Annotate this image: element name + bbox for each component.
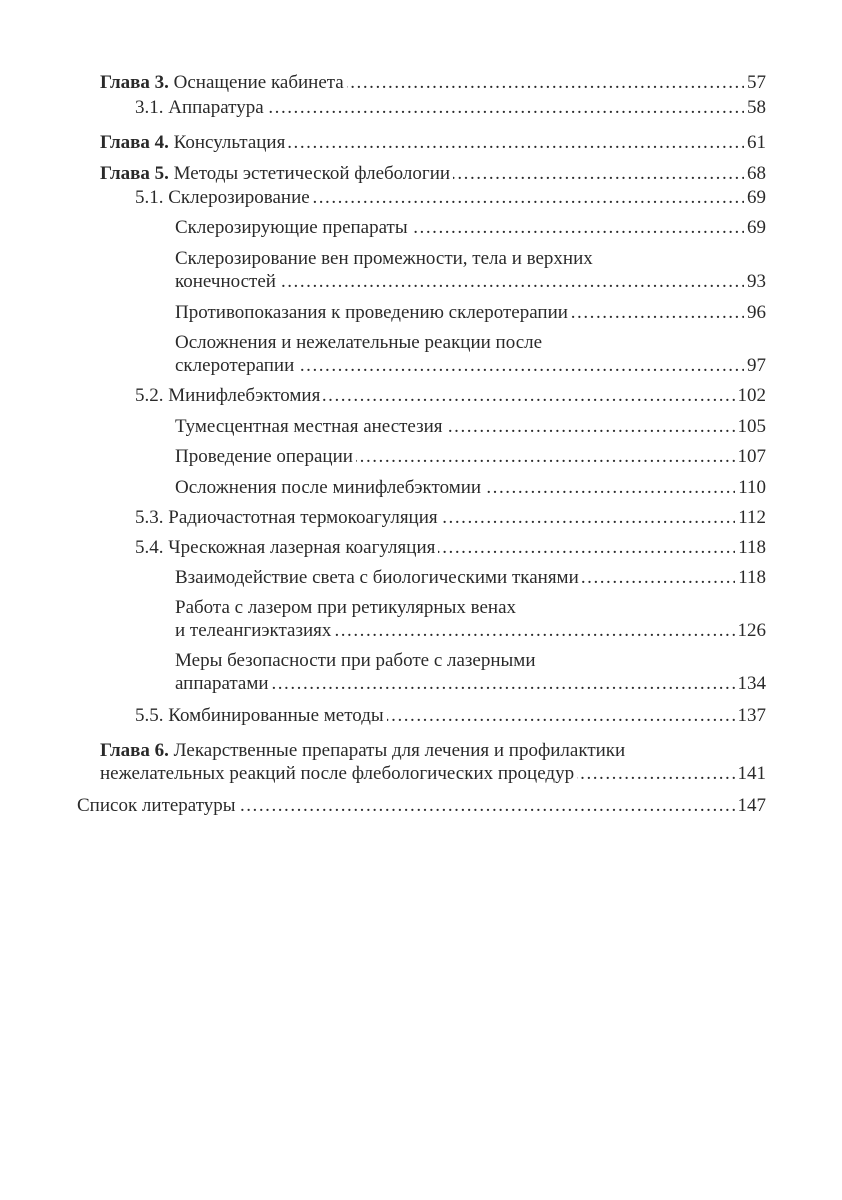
toc-entry-line — [100, 762, 766, 785]
dot-leader — [582, 566, 735, 589]
dot-leader — [323, 384, 734, 407]
toc-entry-line — [100, 71, 766, 94]
toc-entry-title: Методы эстетической флебологии — [173, 163, 451, 184]
page-number: 105 — [737, 416, 766, 437]
toc-entry-title: 3.1. Аппаратура — [135, 97, 264, 118]
chapter-number: Глава 3. — [100, 72, 169, 93]
dot-leader — [484, 476, 735, 499]
toc-entry-line — [100, 739, 766, 762]
dot-leader — [441, 506, 736, 529]
toc-entry[interactable] — [175, 445, 766, 468]
dot-leader — [288, 131, 744, 154]
page-number: 97 — [747, 355, 766, 376]
toc-entry-line — [175, 415, 766, 438]
toc-entry-title: 5.3. Радиочастотная термокоагуляция — [135, 507, 438, 528]
toc-entry[interactable] — [135, 536, 766, 559]
toc-entry-title: 5.5. Комбинированные методы — [135, 705, 384, 726]
dot-leader — [453, 162, 744, 185]
dot-leader — [267, 96, 744, 119]
page-number: 126 — [737, 620, 766, 641]
toc-entry-line — [175, 247, 766, 270]
page-number: 118 — [738, 567, 766, 588]
page-number: 110 — [738, 477, 766, 498]
toc-entry-title: Работа с лазером при ретикулярных венах — [175, 597, 516, 618]
toc-entry-title: Список литературы — [77, 795, 236, 816]
toc-entry[interactable] — [135, 96, 766, 119]
toc-entry[interactable] — [175, 301, 766, 324]
page-number: 137 — [737, 705, 766, 726]
toc-entry-title: аппаратами — [175, 673, 269, 694]
toc-entry-line — [77, 794, 766, 817]
toc-entry-title: Склерозирующие препараты — [175, 217, 408, 238]
toc-entry-title: Оснащение кабинета — [173, 72, 344, 93]
dot-leader — [387, 704, 735, 727]
toc-entry-line — [175, 354, 766, 377]
page-number: 57 — [747, 72, 766, 93]
toc-entry-title: 5.4. Чрескожная лазерная коагуляция — [135, 537, 436, 558]
toc-entry-line — [100, 131, 766, 154]
dot-leader — [577, 762, 734, 785]
page-number: 141 — [737, 763, 766, 784]
toc-entry-line — [175, 216, 766, 239]
dot-leader — [356, 445, 735, 468]
toc-entry-title: склеротерапии — [175, 355, 295, 376]
dot-leader — [297, 354, 744, 377]
toc-entry-line — [175, 596, 766, 619]
toc-entry-title: нежелательных реакций после флебологических процедур — [100, 763, 575, 784]
page-number: 93 — [747, 271, 766, 292]
dot-leader — [571, 301, 744, 324]
toc-entry-title: 5.2. Минифлебэктомия — [135, 385, 321, 406]
page-number: 102 — [737, 385, 766, 406]
page-number: 96 — [747, 302, 766, 323]
toc-entry-line — [175, 672, 766, 695]
page-number: 69 — [747, 187, 766, 208]
toc-entry[interactable] — [175, 566, 766, 589]
toc-entry[interactable] — [77, 794, 766, 817]
dot-leader — [313, 186, 744, 209]
toc-entry[interactable] — [175, 596, 766, 642]
toc-entry-line — [175, 270, 766, 293]
dot-leader — [446, 415, 735, 438]
page-number: 134 — [737, 673, 766, 694]
page-number: 118 — [738, 537, 766, 558]
dot-leader — [347, 71, 744, 94]
toc-entry[interactable] — [100, 162, 766, 185]
toc-entry-line — [135, 186, 766, 209]
toc-entry-title: Меры безопасности при работе с лазерными — [175, 650, 536, 671]
dot-leader — [438, 536, 735, 559]
toc-entry-title: Осложнения после минифлебэктомии — [175, 477, 482, 498]
toc-entry-title: Лекарственные препараты для лечения и профилактики — [173, 740, 626, 761]
toc-entry[interactable] — [100, 131, 766, 154]
chapter-number: Глава 5. — [100, 163, 169, 184]
toc-entry-line — [100, 162, 766, 185]
toc-entry-line — [175, 476, 766, 499]
toc-entry[interactable] — [175, 476, 766, 499]
toc-entry-title: Противопоказания к проведению склеротерапии — [175, 302, 568, 323]
toc-entry[interactable] — [175, 216, 766, 239]
dot-leader — [411, 216, 744, 239]
toc-entry[interactable] — [175, 331, 766, 377]
page-number: 68 — [747, 163, 766, 184]
toc-entry-line — [135, 704, 766, 727]
toc-entry[interactable] — [175, 415, 766, 438]
toc-entry-title: Склерозирование вен промежности, тела и верхних — [175, 248, 593, 269]
chapter-number: Глава 4. — [100, 132, 169, 153]
toc-entry-line — [175, 619, 766, 642]
toc-entry-line — [175, 649, 766, 672]
toc-entry[interactable] — [175, 247, 766, 293]
page-number: 69 — [747, 217, 766, 238]
dot-leader — [239, 794, 735, 817]
toc-entry-line — [135, 506, 766, 529]
toc-entry[interactable] — [175, 649, 766, 695]
toc-entry-title: конечностей — [175, 271, 276, 292]
toc-entry-title: Взаимодействие света с биологическими тканями — [175, 567, 579, 588]
chapter-number: Глава 6. — [100, 740, 169, 761]
toc-entry-line — [175, 301, 766, 324]
toc-entry[interactable] — [100, 739, 766, 785]
page-number: 58 — [747, 97, 766, 118]
toc-entry[interactable] — [100, 71, 766, 94]
page-number: 112 — [738, 507, 766, 528]
toc-entry-line — [175, 566, 766, 589]
toc-entry[interactable] — [135, 704, 766, 727]
page-number: 107 — [737, 446, 766, 467]
page-number: 61 — [747, 132, 766, 153]
toc-entry-line — [135, 536, 766, 559]
toc-entry[interactable] — [135, 186, 766, 209]
toc-entry-line — [135, 96, 766, 119]
toc-entry-line — [175, 331, 766, 354]
toc-entry[interactable] — [135, 506, 766, 529]
dot-leader — [272, 672, 735, 695]
toc-entry[interactable] — [135, 384, 766, 407]
toc-entry-line — [135, 384, 766, 407]
toc-entry-title: и телеангиэктазиях — [175, 620, 332, 641]
page-number: 147 — [737, 795, 766, 816]
dot-leader — [279, 270, 744, 293]
dot-leader — [334, 619, 734, 642]
toc-entry-title: Осложнения и нежелательные реакции после — [175, 332, 543, 353]
toc-entry-title: 5.1. Склерозирование — [135, 187, 310, 208]
toc-entry-line — [175, 445, 766, 468]
toc-entry-title: Проведение операции — [175, 446, 353, 467]
toc-entry-title: Консультация — [173, 132, 286, 153]
toc-entry-title: Тумесцентная местная анестезия — [175, 416, 443, 437]
